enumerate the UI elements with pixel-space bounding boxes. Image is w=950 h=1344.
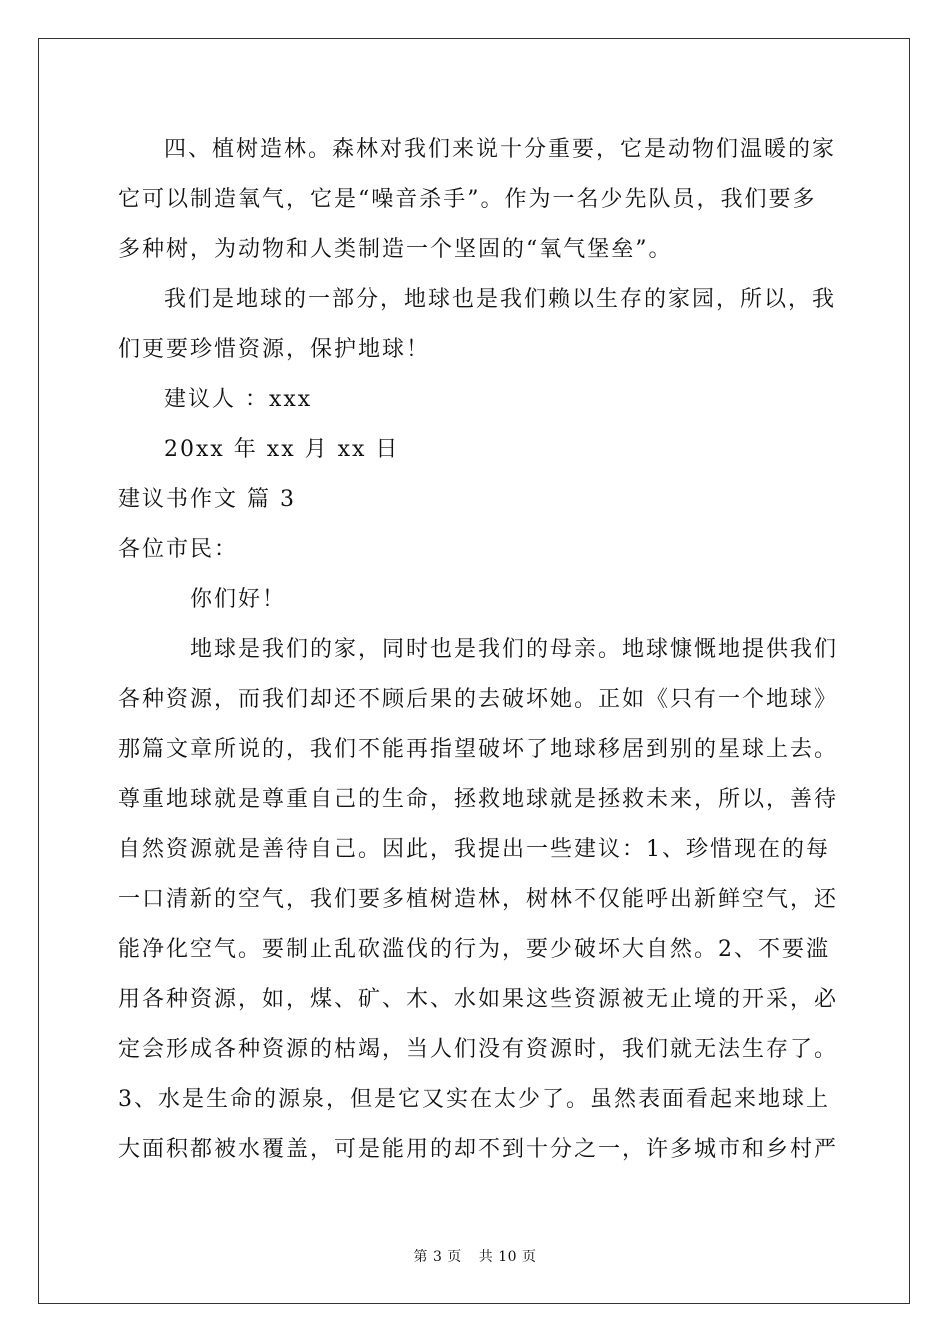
document-body [118, 125, 838, 1175]
page-total: 共 10 页 [478, 1249, 537, 1265]
paragraph-line: 那篇文章所说的，我们不能再指望破坏了地球移居到别的星球上去。 [118, 737, 839, 762]
paragraph-line: 四、植树造林。森林对我们来说十分重要，它是动物们温暖的家 [164, 137, 837, 162]
paragraph-line: 们更要珍惜资源，保护地球！ [118, 337, 431, 362]
signature-line: 建议人 ：xxx [164, 387, 313, 412]
salutation: 各位市民： [118, 537, 239, 562]
section-heading: 建议书作文 篇 3 [118, 487, 296, 512]
page-number: 第 3 页 [413, 1249, 462, 1265]
paragraph-line: 多种树，为动物和人类制造一个坚固的“氧气堡垒”。 [118, 237, 673, 262]
paragraph-line: 自然资源就是善待自己。因此，我提出一些建议：1、珍惜现在的每 [118, 837, 830, 862]
paragraph-line: 3、水是生命的源泉，但是它又实在太少了。虽然表面看起来地球上 [118, 1087, 830, 1112]
paragraph-line: 尊重地球就是尊重自己的生命，拯救地球就是拯救未来，所以，善待 [118, 787, 839, 812]
paragraph-line: 它可以制造氧气，它是“噪音杀手”。作为一名少先队员，我们要多 [118, 187, 817, 212]
paragraph-line: 地球是我们的家，同时也是我们的母亲。地球慷慨地提供我们 [190, 637, 839, 662]
paragraph-line: 能净化空气。要制止乱砍滥伐的行为，要少破坏大自然。2、不要滥 [118, 937, 830, 962]
paragraph-line: 定会形成各种资源的枯竭，当人们没有资源时，我们就无法生存了。 [118, 1037, 839, 1062]
paragraph-line: 我们是地球的一部分，地球也是我们赖以生存的家园，所以，我 [164, 287, 837, 312]
paragraph-line: 各种资源，而我们却还不顾后果的去破坏她。正如《只有一个地球》 [118, 687, 839, 712]
page-footer [0, 1246, 950, 1266]
paragraph-line: 一口清新的空气，我们要多植树造林，树林不仅能呼出新鲜空气，还 [118, 887, 839, 912]
greeting: 你们好！ [190, 587, 287, 612]
paragraph-line: 用各种资源，如，煤、矿、木、水如果这些资源被无止境的开采，必 [118, 987, 839, 1012]
paragraph-line: 大面积都被水覆盖，可是能用的却不到十分之一，许多城市和乡村严 [118, 1137, 839, 1162]
date-line: 20xx 年 xx 月 xx 日 [164, 437, 400, 462]
